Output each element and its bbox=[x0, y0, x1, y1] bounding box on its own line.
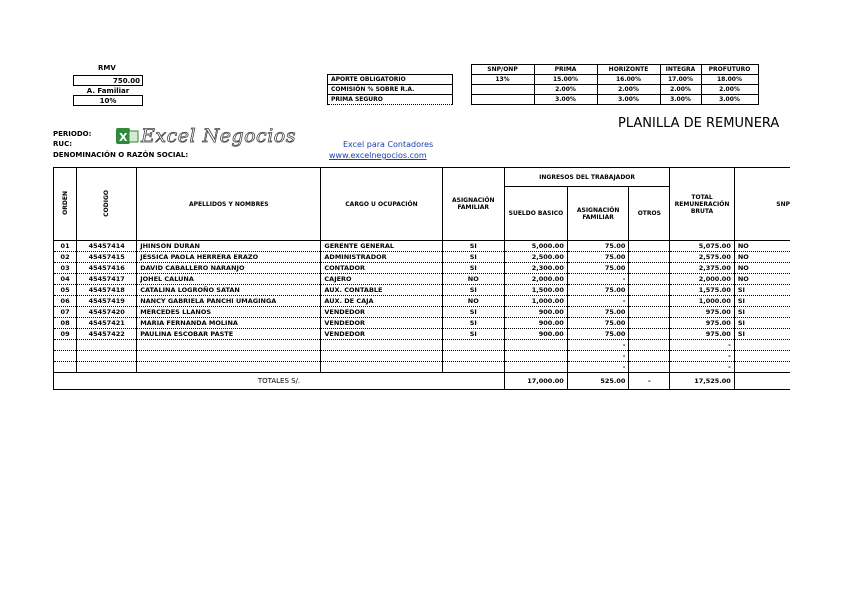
row-snp[interactable]: NO bbox=[734, 263, 790, 274]
rmv-table bbox=[73, 75, 143, 106]
rate-cell[interactable]: 2.00% bbox=[701, 85, 758, 95]
row-codigo[interactable] bbox=[77, 340, 137, 351]
row-cargo[interactable]: VENDEDOR bbox=[321, 329, 442, 340]
row-orden[interactable]: 09 bbox=[54, 329, 77, 340]
row-orden[interactable]: 06 bbox=[54, 296, 77, 307]
svg-text:X: X bbox=[119, 131, 128, 144]
total-sueldo: 17,000.00 bbox=[505, 373, 568, 390]
row-otros[interactable] bbox=[629, 340, 670, 351]
row-sueldo[interactable] bbox=[505, 351, 568, 362]
row-codigo[interactable]: 45457415 bbox=[77, 252, 137, 263]
table-row bbox=[54, 351, 791, 362]
row-nombre[interactable]: MARIA FERNANDA MOLINA bbox=[137, 318, 321, 329]
totals-label: TOTALES S/. bbox=[54, 373, 505, 390]
row-nombre[interactable] bbox=[137, 351, 321, 362]
row-nombre[interactable] bbox=[137, 362, 321, 373]
excel-logo-icon bbox=[115, 126, 139, 146]
row-cargo[interactable] bbox=[321, 340, 442, 351]
ruc-label: RUC: bbox=[53, 140, 73, 148]
row-sueldo[interactable]: 900.00 bbox=[505, 329, 568, 340]
row-snp[interactable]: SI bbox=[734, 329, 790, 340]
row-nombre[interactable]: DAVID CABALLERO NARANJO bbox=[137, 263, 321, 274]
row-codigo[interactable] bbox=[77, 362, 137, 373]
rate-cell[interactable]: 13% bbox=[471, 75, 534, 85]
table-row bbox=[54, 329, 791, 340]
row-otros[interactable] bbox=[629, 252, 670, 263]
row-snp[interactable]: SI bbox=[734, 318, 790, 329]
rate-cell[interactable]: 3.00% bbox=[597, 95, 660, 105]
row-asignacion[interactable] bbox=[442, 340, 504, 351]
table-row bbox=[54, 241, 791, 252]
rate-cell[interactable]: 3.00% bbox=[660, 95, 701, 105]
row-cargo[interactable]: CAJERO bbox=[321, 274, 442, 285]
row-asignacion[interactable]: NO bbox=[442, 274, 504, 285]
table-row bbox=[54, 285, 791, 296]
row-total[interactable]: 1,575.00 bbox=[670, 285, 735, 296]
rate-label: APORTE OBLIGATORIO bbox=[328, 75, 453, 85]
row-asig-fam[interactable]: - bbox=[567, 340, 629, 351]
row-cargo[interactable]: VENDEDOR bbox=[321, 307, 442, 318]
row-cargo[interactable]: AUX. DE CAJA bbox=[321, 296, 442, 307]
rmv-title: RMV bbox=[98, 64, 116, 72]
row-otros[interactable] bbox=[629, 285, 670, 296]
page-title: PLANILLA DE REMUNERA bbox=[618, 116, 780, 131]
row-sueldo[interactable]: 2,000.00 bbox=[505, 274, 568, 285]
row-total[interactable]: 975.00 bbox=[670, 307, 735, 318]
row-snp[interactable] bbox=[734, 340, 790, 351]
header-asig-fam: ASIGNACIÓN FAMILIAR bbox=[567, 187, 629, 241]
row-codigo[interactable]: 45457421 bbox=[77, 318, 137, 329]
row-asig-fam[interactable]: 75.00 bbox=[567, 285, 629, 296]
rate-cell[interactable]: 2.00% bbox=[534, 85, 597, 95]
row-otros[interactable] bbox=[629, 362, 670, 373]
row-codigo[interactable]: 45457422 bbox=[77, 329, 137, 340]
payroll-table bbox=[53, 167, 790, 390]
row-otros[interactable] bbox=[629, 351, 670, 362]
row-orden[interactable]: 08 bbox=[54, 318, 77, 329]
row-asignacion[interactable] bbox=[442, 362, 504, 373]
row-orden[interactable]: 04 bbox=[54, 274, 77, 285]
rate-header: INTEGRA bbox=[660, 65, 701, 75]
row-cargo[interactable] bbox=[321, 362, 442, 373]
row-total[interactable]: 5,075.00 bbox=[670, 241, 735, 252]
row-otros[interactable] bbox=[629, 329, 670, 340]
familiar-label: A. Familiar bbox=[86, 86, 130, 95]
row-asignacion[interactable] bbox=[442, 351, 504, 362]
table-row bbox=[54, 307, 791, 318]
row-total[interactable]: 975.00 bbox=[670, 318, 735, 329]
table-row bbox=[54, 296, 791, 307]
header-asignacion: ASIGNACIÓN FAMILIAR bbox=[442, 168, 504, 241]
rate-header: HORIZONTE bbox=[597, 65, 660, 75]
rates-table bbox=[327, 64, 759, 105]
rate-label: COMISIÓN % SOBRE R.A. bbox=[328, 85, 453, 95]
row-nombre[interactable]: JHINSON DURAN bbox=[137, 241, 321, 252]
row-nombre[interactable]: CATALINA LOGROÑO SATAN bbox=[137, 285, 321, 296]
row-cargo[interactable]: AUX. CONTABLE bbox=[321, 285, 442, 296]
row-codigo[interactable] bbox=[77, 351, 137, 362]
table-row bbox=[54, 263, 791, 274]
row-asignacion[interactable]: SI bbox=[442, 329, 504, 340]
row-nombre[interactable]: PAULINA ESCOBAR PASTE bbox=[137, 329, 321, 340]
row-cargo[interactable]: GERENTE GENERAL bbox=[321, 241, 442, 252]
logo-subtitle: Excel para Contadores bbox=[343, 140, 434, 149]
website-link[interactable]: www.excelnegocios.com bbox=[329, 151, 427, 160]
row-codigo[interactable]: 45457419 bbox=[77, 296, 137, 307]
row-sueldo[interactable]: 5,000.00 bbox=[505, 241, 568, 252]
header-cargo: CARGO U OCUPACIÓN bbox=[321, 168, 442, 241]
rate-header: SNP/ONP bbox=[471, 65, 534, 75]
row-snp[interactable]: SI bbox=[734, 285, 790, 296]
table-row bbox=[54, 362, 791, 373]
row-asignacion[interactable]: SI bbox=[442, 285, 504, 296]
row-codigo[interactable]: 45457418 bbox=[77, 285, 137, 296]
rate-label: PRIMA SEGURO bbox=[328, 95, 453, 105]
table-row bbox=[54, 340, 791, 351]
row-orden[interactable]: 03 bbox=[54, 263, 77, 274]
header-snp: SNP bbox=[734, 168, 790, 241]
row-total[interactable]: 2,575.00 bbox=[670, 252, 735, 263]
table-row bbox=[54, 274, 791, 285]
row-otros[interactable] bbox=[629, 274, 670, 285]
row-nombre[interactable] bbox=[137, 340, 321, 351]
rate-cell[interactable] bbox=[471, 85, 534, 95]
table-row bbox=[54, 318, 791, 329]
row-otros[interactable] bbox=[629, 296, 670, 307]
row-codigo[interactable]: 45457416 bbox=[77, 263, 137, 274]
row-snp[interactable] bbox=[734, 362, 790, 373]
rate-cell[interactable]: 15.00% bbox=[534, 75, 597, 85]
row-asig-fam[interactable]: - bbox=[567, 296, 629, 307]
row-orden[interactable]: 07 bbox=[54, 307, 77, 318]
row-asignacion[interactable]: SI bbox=[442, 241, 504, 252]
row-total[interactable]: 2,375.00 bbox=[670, 263, 735, 274]
header-sueldo: SUELDO BASICO bbox=[505, 187, 568, 241]
row-asig-fam[interactable]: 75.00 bbox=[567, 329, 629, 340]
row-codigo[interactable]: 45457420 bbox=[77, 307, 137, 318]
row-nombre[interactable]: MERCEDES LLANOS bbox=[137, 307, 321, 318]
row-asignacion[interactable]: SI bbox=[442, 263, 504, 274]
rate-header: PRIMA bbox=[534, 65, 597, 75]
row-asig-fam[interactable]: 75.00 bbox=[567, 252, 629, 263]
rate-cell[interactable]: 3.00% bbox=[534, 95, 597, 105]
row-orden[interactable]: 01 bbox=[54, 241, 77, 252]
total-otros: - bbox=[629, 373, 670, 390]
logo-wordmark: Excel Negocios bbox=[141, 125, 296, 147]
row-total[interactable]: 975.00 bbox=[670, 329, 735, 340]
row-codigo[interactable]: 45457417 bbox=[77, 274, 137, 285]
row-cargo[interactable]: ADMINISTRADOR bbox=[321, 252, 442, 263]
total-asig-fam: 525.00 bbox=[567, 373, 629, 390]
row-snp[interactable]: NO bbox=[734, 241, 790, 252]
row-sueldo[interactable]: 1,500.00 bbox=[505, 285, 568, 296]
rate-cell[interactable]: 18.00% bbox=[701, 75, 758, 85]
row-asignacion[interactable]: SI bbox=[442, 318, 504, 329]
row-snp[interactable]: SI bbox=[734, 307, 790, 318]
rate-cell[interactable]: 17.00% bbox=[660, 75, 701, 85]
denominacion-label: DENOMINACIÓN O RAZÓN SOCIAL: bbox=[53, 151, 189, 159]
row-orden[interactable] bbox=[54, 340, 77, 351]
row-nombre[interactable]: JESSICA PAOLA HERRERA ERAZO bbox=[137, 252, 321, 263]
row-sueldo[interactable]: 900.00 bbox=[505, 318, 568, 329]
rate-cell[interactable]: 2.00% bbox=[597, 85, 660, 95]
row-snp[interactable]: SI bbox=[734, 296, 790, 307]
row-otros[interactable] bbox=[629, 318, 670, 329]
row-codigo[interactable]: 45457414 bbox=[77, 241, 137, 252]
table-row bbox=[54, 252, 791, 263]
row-sueldo[interactable] bbox=[505, 340, 568, 351]
header-orden: ORDEN bbox=[54, 168, 77, 241]
row-sueldo[interactable]: 900.00 bbox=[505, 307, 568, 318]
rmv-value[interactable]: 750.00 bbox=[74, 76, 143, 86]
row-snp[interactable]: NO bbox=[734, 274, 790, 285]
row-otros[interactable] bbox=[629, 307, 670, 318]
row-asig-fam[interactable]: 75.00 bbox=[567, 241, 629, 252]
row-sueldo[interactable]: 2,300.00 bbox=[505, 263, 568, 274]
row-cargo[interactable] bbox=[321, 351, 442, 362]
row-cargo[interactable]: VENDEDOR bbox=[321, 318, 442, 329]
rate-header: PROFUTURO bbox=[701, 65, 758, 75]
header-ingresos: INGRESOS DEL TRABAJADOR bbox=[505, 168, 670, 187]
row-nombre[interactable]: NANCY GABRIELA PANCHI UMAGINGA bbox=[137, 296, 321, 307]
row-asig-fam[interactable]: - bbox=[567, 351, 629, 362]
header-otros: OTROS bbox=[629, 187, 670, 241]
familiar-pct[interactable]: 10% bbox=[74, 96, 143, 106]
row-total[interactable]: - bbox=[670, 351, 735, 362]
header-apellidos: APELLIDOS Y NOMBRES bbox=[137, 168, 321, 241]
row-cargo[interactable]: CONTADOR bbox=[321, 263, 442, 274]
periodo-label: PERIODO: bbox=[53, 130, 92, 138]
row-otros[interactable] bbox=[629, 241, 670, 252]
row-asig-fam[interactable]: - bbox=[567, 274, 629, 285]
row-asig-fam[interactable]: 75.00 bbox=[567, 318, 629, 329]
row-orden[interactable] bbox=[54, 362, 77, 373]
rate-cell[interactable] bbox=[471, 95, 534, 105]
row-total[interactable]: - bbox=[670, 362, 735, 373]
row-snp[interactable] bbox=[734, 351, 790, 362]
total-bruta: 17,525.00 bbox=[670, 373, 735, 390]
header-total: TOTAL REMUNERACIÓN BRUTA bbox=[670, 168, 735, 241]
row-asig-fam[interactable]: 75.00 bbox=[567, 263, 629, 274]
row-sueldo[interactable] bbox=[505, 362, 568, 373]
row-nombre[interactable]: JOHEL CALUNA bbox=[137, 274, 321, 285]
row-orden[interactable] bbox=[54, 351, 77, 362]
rate-cell[interactable]: 2.00% bbox=[660, 85, 701, 95]
row-total[interactable]: - bbox=[670, 340, 735, 351]
row-asig-fam[interactable]: 75.00 bbox=[567, 307, 629, 318]
row-asignacion[interactable]: SI bbox=[442, 252, 504, 263]
row-sueldo[interactable]: 1,000.00 bbox=[505, 296, 568, 307]
row-total[interactable]: 1,000.00 bbox=[670, 296, 735, 307]
rate-cell[interactable]: 3.00% bbox=[701, 95, 758, 105]
row-sueldo[interactable]: 2,500.00 bbox=[505, 252, 568, 263]
row-orden[interactable]: 02 bbox=[54, 252, 77, 263]
row-asig-fam[interactable]: - bbox=[567, 362, 629, 373]
row-snp[interactable]: NO bbox=[734, 252, 790, 263]
row-asignacion[interactable]: NO bbox=[442, 296, 504, 307]
rate-cell[interactable]: 16.00% bbox=[597, 75, 660, 85]
header-codigo: CODIGO bbox=[77, 168, 137, 241]
row-otros[interactable] bbox=[629, 263, 670, 274]
row-asignacion[interactable]: SI bbox=[442, 307, 504, 318]
row-orden[interactable]: 05 bbox=[54, 285, 77, 296]
row-total[interactable]: 2,000.00 bbox=[670, 274, 735, 285]
